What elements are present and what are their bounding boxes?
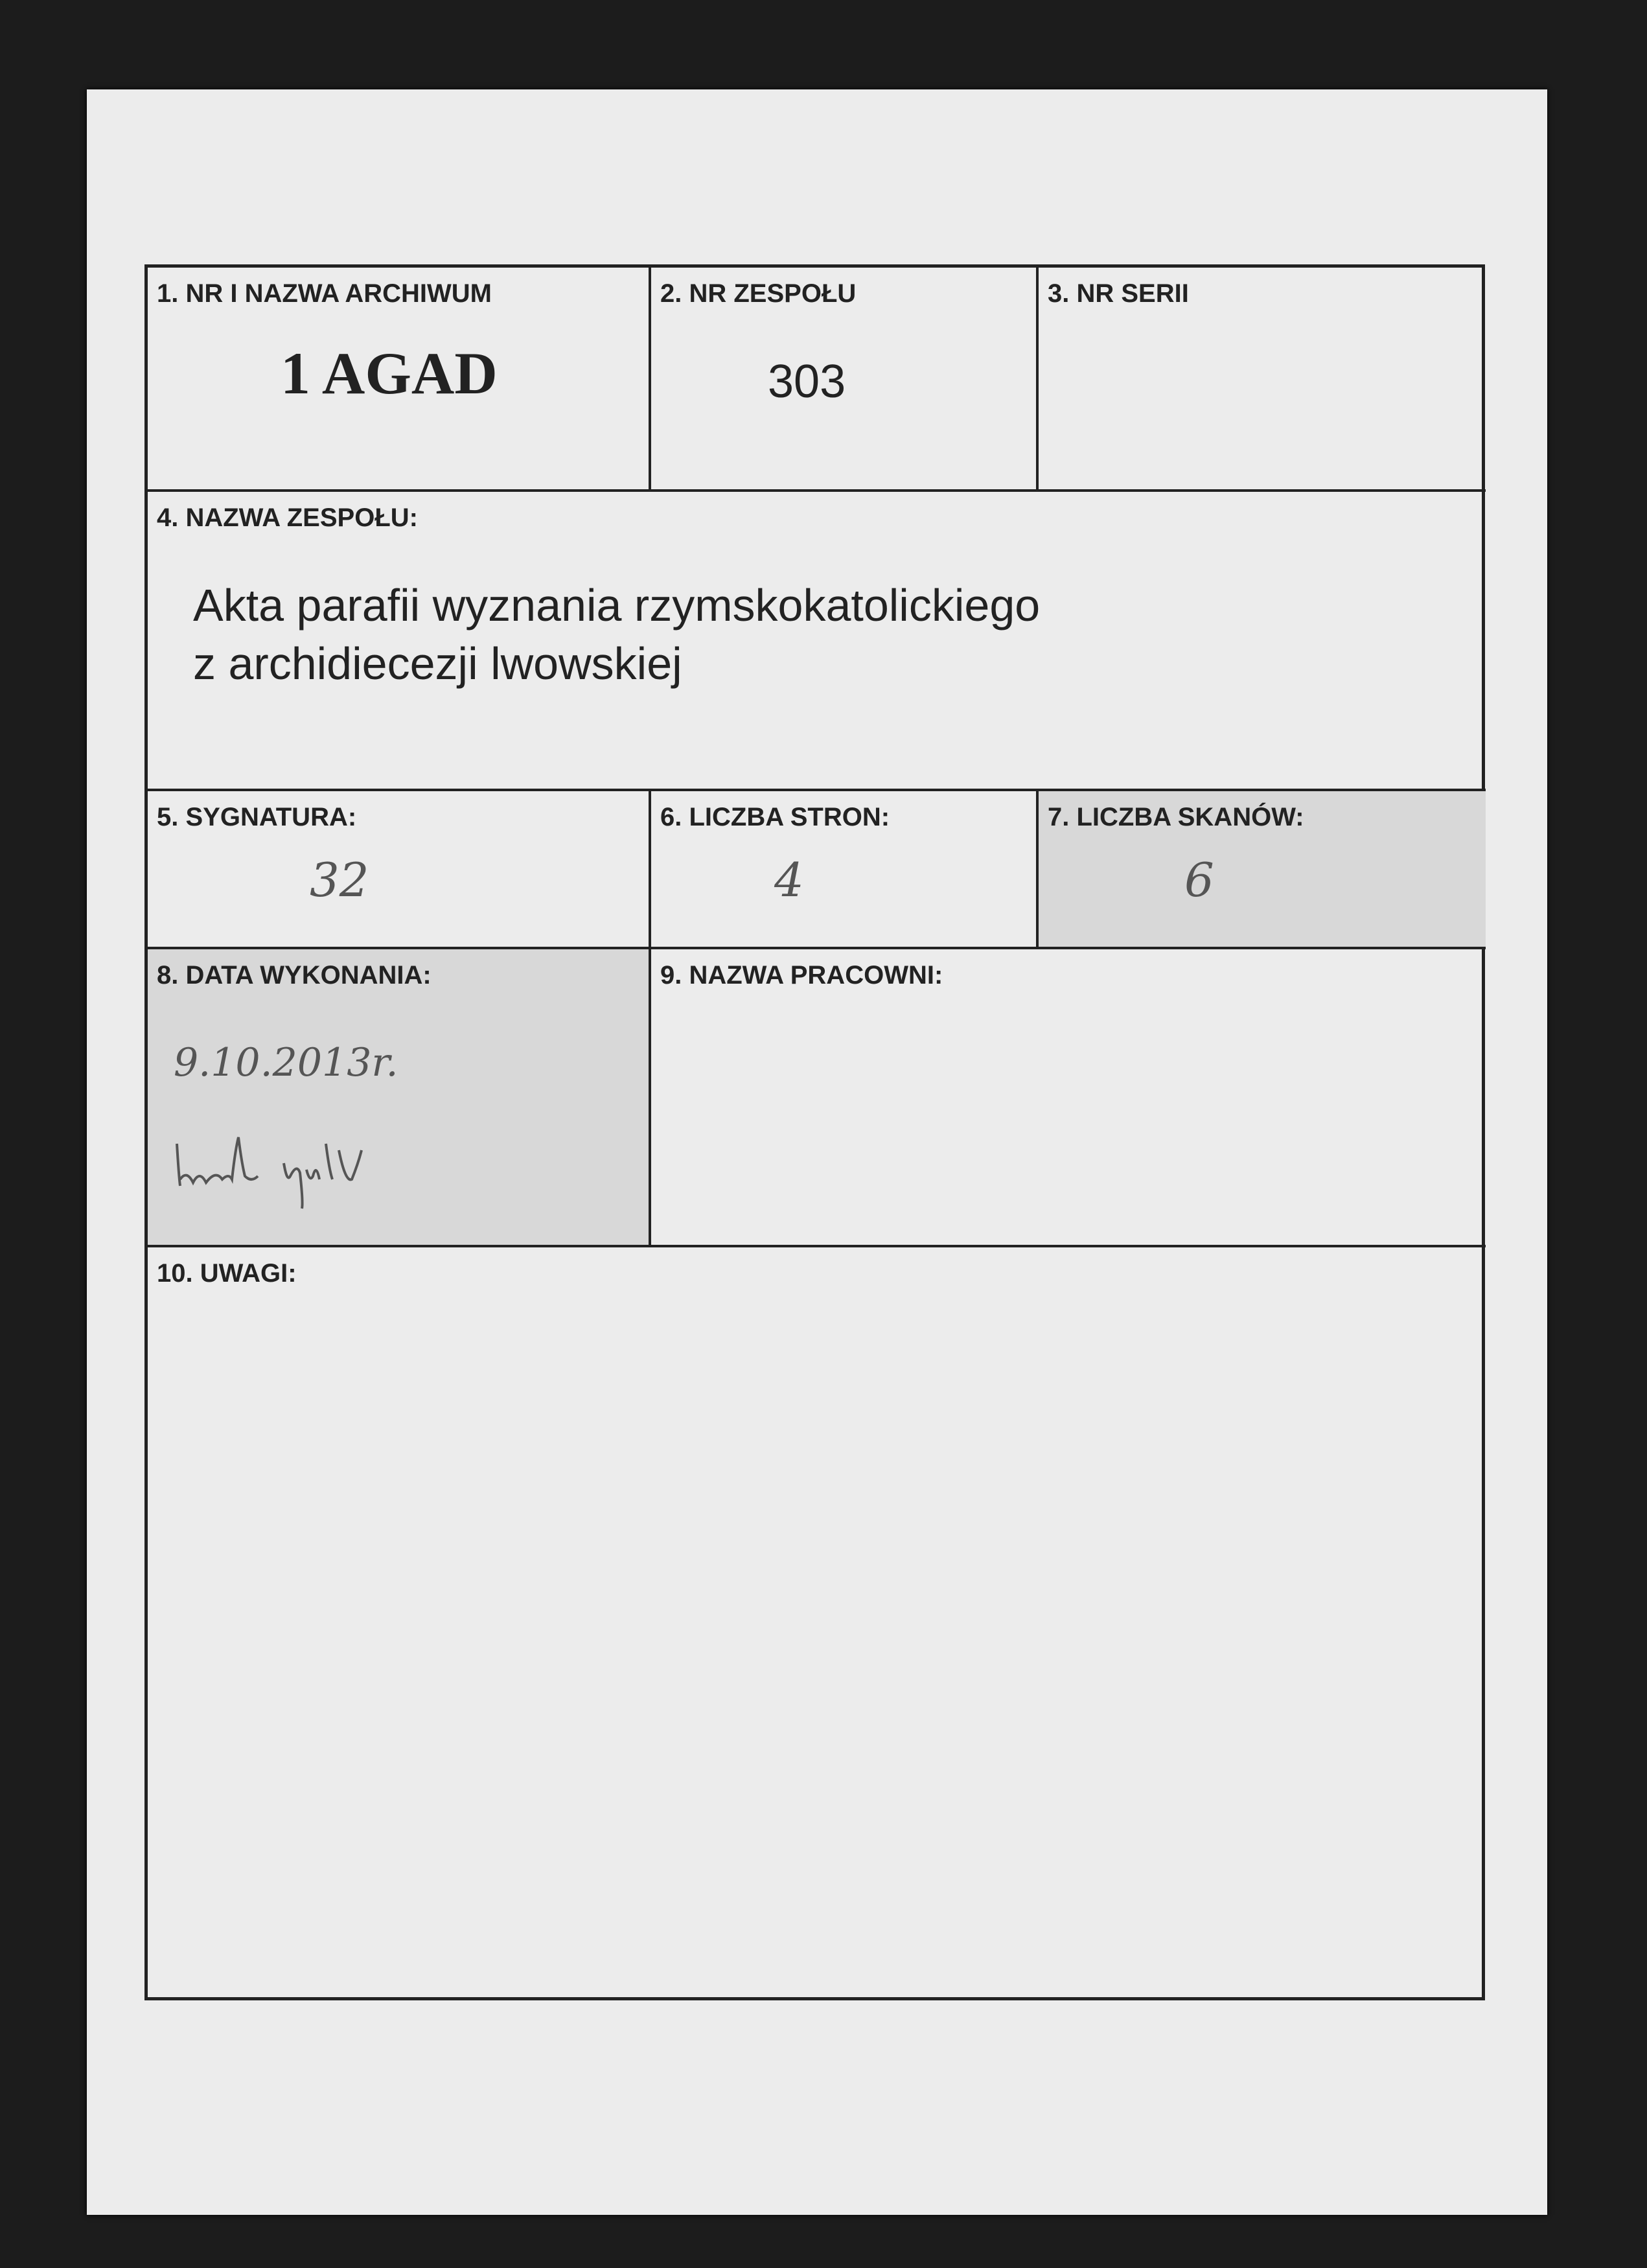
signature-scribble xyxy=(174,1124,407,1215)
remarks-label: 10. UWAGI: xyxy=(157,1259,297,1288)
cell-remarks xyxy=(148,1247,1486,2001)
signature-number-label: 5. SYGNATURA: xyxy=(157,803,357,831)
form-sheet xyxy=(87,89,1547,2215)
cell-series-number xyxy=(1039,268,1486,492)
scan-count-value: 6 xyxy=(1184,853,1214,907)
archive-value: 1 AGAD xyxy=(281,340,498,406)
scan-count-label: 7. LICZBA SKANÓW: xyxy=(1048,803,1304,831)
page-count-value: 4 xyxy=(774,853,804,907)
cell-fonds-number xyxy=(651,268,1039,492)
fonds-number-label: 2. NR ZESPOŁU xyxy=(660,279,857,308)
fonds-name-line2: z archidiecezji lwowskiej xyxy=(193,638,682,689)
cell-fonds-name xyxy=(148,492,1486,791)
execution-date-value: 9.10.2013r. xyxy=(174,1040,398,1085)
page-count-label: 6. LICZBA STRON: xyxy=(660,803,890,831)
fonds-name-label: 4. NAZWA ZESPOŁU: xyxy=(157,503,418,532)
cell-workshop-name xyxy=(651,949,1486,1247)
cell-signature-number xyxy=(148,791,651,949)
signature-number-value: 32 xyxy=(310,853,369,907)
cell-execution-date xyxy=(148,949,651,1247)
fonds-number-value: 303 xyxy=(768,356,846,408)
workshop-name-label: 9. NAZWA PRACOWNI: xyxy=(660,961,943,989)
cell-scan-count xyxy=(1039,791,1486,949)
cell-page-count xyxy=(651,791,1039,949)
series-number-label: 3. NR SERII xyxy=(1048,279,1189,308)
execution-date-label: 8. DATA WYKONANIA: xyxy=(157,961,432,989)
archive-label: 1. NR I NAZWA ARCHIWUM xyxy=(157,279,492,308)
fonds-name-line1: Akta parafii wyznania rzymskokatolickiego xyxy=(193,580,1041,631)
cell-archive xyxy=(148,268,651,492)
metadata-form xyxy=(144,264,1485,2000)
